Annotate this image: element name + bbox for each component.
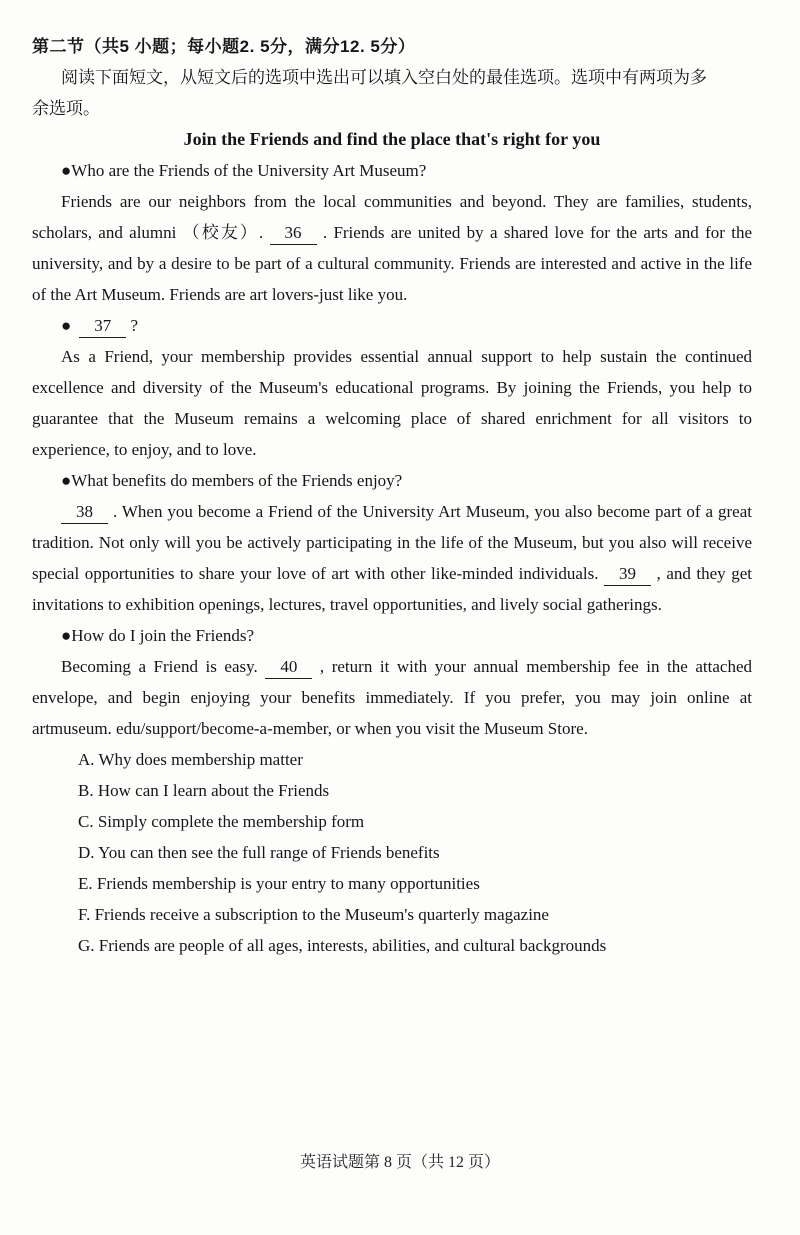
paragraph-4-text-a: Becoming a Friend is easy. xyxy=(61,657,266,676)
page-footer: 英语试题第 8 页（共 12 页） xyxy=(299,1154,500,1171)
option-a: A. Why does membership matter xyxy=(78,750,303,769)
option-d: D. You can then see the full range of Friends benefits xyxy=(78,843,440,862)
question-heading-4-text: How do I join the Friends? xyxy=(71,626,255,645)
blank-40: 40 xyxy=(265,657,312,679)
instructions-line-2: 余选项。 xyxy=(32,99,100,118)
blank-38: 38 xyxy=(61,502,108,524)
paragraph-4 xyxy=(32,651,752,744)
paragraph-4-text-b: , return it with your annual membership fee in the attached envelope, and begin enjoying your benefits immediately. If you prefer, you may join online at artmuseum. edu/support/become-a-member, or when you visit the Museum Store. xyxy=(32,657,752,738)
paragraph-3-text-b: , and they get invitations to exhibition openings, lectures, travel opportunities, and lively social gatherings. xyxy=(32,564,752,614)
option-b: B. How can I learn about the Friends xyxy=(78,781,330,800)
option-g: G. Friends are people of all ages, interests, abilities, and cultural backgrounds xyxy=(78,936,607,955)
section-header: 第二节（共5 小题；每小题2. 5分，满分12. 5分） xyxy=(32,37,416,56)
option-c: C. Simply complete the membership form xyxy=(78,812,365,831)
paragraph-2: As a Friend, your membership provides essential annual support to help sustain the continued excellence and diversity of the Museum's educational programs. By joining the Friends, you help to guarantee that the Museum remains a welcoming place of shared enrichment for all visitors to experience, to enjoy, and to love. xyxy=(32,347,752,459)
bullet-icon: ● xyxy=(61,626,72,645)
question-heading-4 xyxy=(32,620,752,651)
question-heading-3 xyxy=(32,465,752,496)
blank-39: 39 xyxy=(604,564,651,586)
question-heading-3-text: What benefits do members of the Friends enjoy? xyxy=(71,471,403,490)
question-heading-2-text: ? xyxy=(126,316,139,335)
instructions xyxy=(32,62,752,124)
blank-37: 37 xyxy=(79,316,126,338)
question-heading-1 xyxy=(32,155,752,186)
bullet-icon: ● xyxy=(61,161,72,180)
paragraph-3-text-a: . When you become a Friend of the University Art Museum, you also become part of a great tradition. Not only will you be actively participating in the life of the Museum, but you also will receive special opportunities to share your love of art with other like-minded individuals. xyxy=(32,502,752,583)
paragraph-3 xyxy=(32,496,752,620)
paragraph-1-text-a: Friends are our neighbors from the local communities and beyond. They are families, students, scholars, and alumni （校友）. xyxy=(32,192,752,242)
options-list xyxy=(32,744,752,961)
question-heading-1-text: Who are the Friends of the University Art Museum? xyxy=(71,161,427,180)
bullet-icon: ● xyxy=(61,316,72,335)
paragraph-1-text-b: . Friends are united by a shared love for the arts and for the university, and by a desire to be part of a cultural community. Friends are interested and active in the life of the Art Museum. Friends are art lovers-just like you. xyxy=(32,223,752,304)
instructions-line-1: 阅读下面短文，从短文后的选项中选出可以填入空白处的最佳选项。选项中有两项为多 xyxy=(61,68,707,87)
blank-36: 36 xyxy=(270,223,317,245)
option-f: F. Friends receive a subscription to the Museum's quarterly magazine xyxy=(78,905,549,924)
question-heading-2 xyxy=(32,310,752,341)
option-e: E. Friends membership is your entry to many opportunities xyxy=(78,874,480,893)
passage-title: Join the Friends and find the place that's right for you xyxy=(183,129,601,149)
bullet-icon: ● xyxy=(61,471,72,490)
paragraph-1 xyxy=(32,186,752,310)
